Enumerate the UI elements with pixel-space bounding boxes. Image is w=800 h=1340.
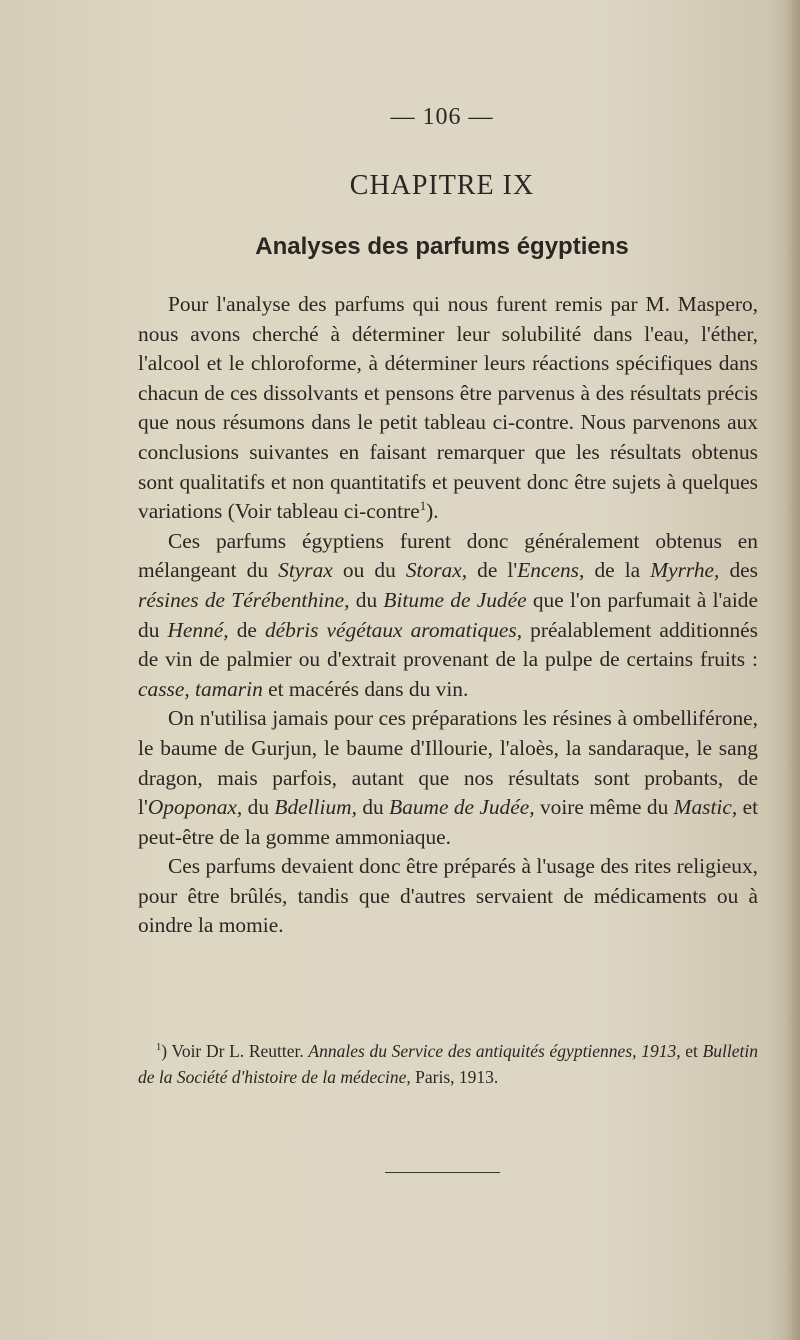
text-run: et macérés dans du vin. — [262, 676, 469, 701]
page-number: — 106 — — [390, 104, 494, 130]
text-run: du — [349, 587, 384, 612]
text-run: préalablement additionnés de vin de palmier ou d'extrait provenant de la pulpe de certains fruits : — [138, 617, 759, 672]
footnote-text — [138, 1038, 758, 1090]
text-run: voire même du — [534, 795, 674, 820]
italic-citation: Annales du Service des antiquités égyptiennes, 1913, — [308, 1041, 681, 1061]
italic-term: Encens, — [517, 558, 585, 583]
text-run: ou du — [332, 558, 406, 583]
text-run: du — [242, 795, 275, 820]
text-run: du — [356, 795, 390, 820]
italic-term: Myrrhe, — [650, 558, 720, 583]
paragraph-2 — [138, 527, 758, 705]
text-run: que l'on parfumait à l'aide du — [138, 587, 758, 642]
text-run: et — [680, 1041, 703, 1061]
italic-term: débris végétaux aromatiques, — [264, 617, 523, 642]
italic-term: Henné, — [167, 617, 229, 642]
paragraph-1-text: Pour l'analyse des parfums qui nous furent remis par M. Maspero, nous avons cherché à déterminer leur solubilité dans l'eau, l'éther, l'alcool et le chloroforme, à déterminer leurs réactions spécifiques dans chacun de ces dissolvants et pensons être parvenus à des résultats précis que nous résumons dans le petit tableau ci-contre. Nous parvenons aux conclusions suivantes en faisant remarquer que les résultats obtenus sont qualitatifs et non quantitatifs et peuvent donc être sujets à quelques variations (Voir tableau ci-contre — [138, 292, 758, 524]
footnote-mark: 1 — [156, 1042, 162, 1054]
text-run: Ces parfums égyptiens furent donc généralement obtenus en mélangeant du — [138, 528, 758, 583]
italic-term: résines de Térébenthine, — [138, 587, 350, 612]
italic-citation: Bulletin de la Société d'histoire de la médecine, — [138, 1041, 758, 1087]
paragraph-1 — [138, 290, 758, 527]
text-run: ) Voir Dr L. Reutter. — [161, 1041, 309, 1061]
italic-term: Styrax — [278, 558, 333, 583]
text-run: et peut-être de la gomme ammoniaque. — [138, 795, 759, 849]
italic-term: Storax, — [405, 558, 468, 583]
italic-term: Opoponax, — [147, 795, 243, 820]
text-run: de la — [584, 558, 651, 583]
italic-term: Baume de Judée, — [389, 795, 535, 820]
paragraph-1-end: ). — [426, 499, 439, 524]
italic-term: Bitume de Judée — [383, 587, 527, 612]
text-run: de l' — [467, 558, 518, 583]
text-run: Paris, 1913. — [410, 1067, 499, 1087]
chapter-title: Analyses des parfums égyptiens — [255, 233, 629, 260]
italic-term: Bdellium, — [274, 795, 357, 820]
text-run: On n'utilisa jamais pour ces préparations les résines à ombelliférone, le baume de Gurjun, le baume d'Illourie, l'aloès, la sandaraque, le sang dragon, mais parfois, autant que nos résultats sont probants, de l' — [138, 706, 758, 820]
text-run: de — [228, 617, 265, 642]
end-rule — [385, 1172, 500, 1173]
text-run: des — [719, 558, 758, 583]
footnote-reference: 1 — [419, 499, 427, 514]
paragraph-4: Ces parfums devaient donc être préparés à l'usage des rites religieux, pour être brûlés, tandis que d'autres servaient de médicaments ou à oindre la momie. — [138, 854, 758, 938]
chapter-heading: CHAPITRE IX — [349, 170, 535, 201]
italic-term: casse, tamarin — [138, 676, 263, 701]
footnote — [138, 1038, 758, 1090]
body-text — [138, 290, 758, 941]
italic-term: Mastic, — [673, 795, 738, 820]
paragraph-3 — [138, 704, 758, 852]
